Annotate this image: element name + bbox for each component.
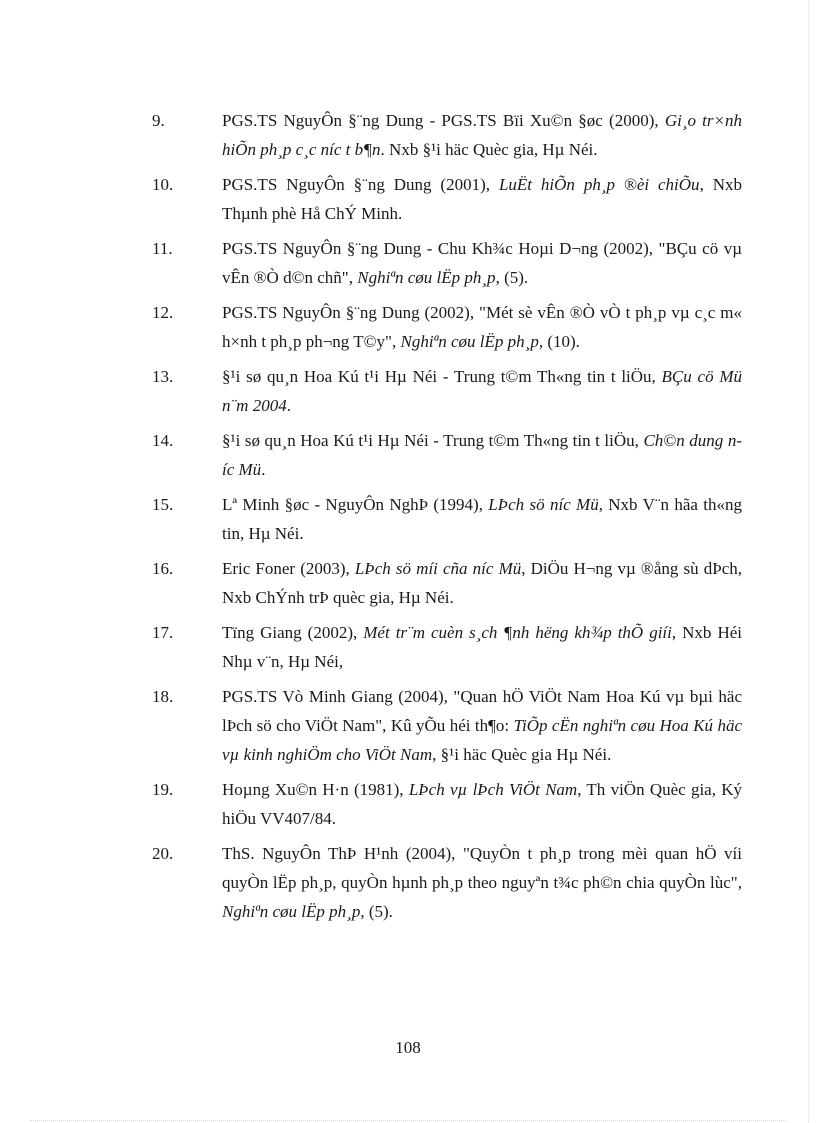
reference-item <box>152 839 742 926</box>
reference-number: 19. <box>152 780 174 799</box>
reference-publisher: , Nxb V¨n hãa th«ng tin, Hµ Néi. <box>222 495 742 543</box>
reference-number: 18. <box>152 687 174 706</box>
reference-authors: PGS.TS NguyÔn §¨ng Dung - Chu Kh¾c Hoµi D¬ng (2002), "BÇu cö vµ vÊn ®Ò d©n chñ", <box>222 239 742 287</box>
reference-item <box>152 170 742 228</box>
reference-authors: PGS.TS NguyÔn §¨ng Dung - PGS.TS Bïi Xu©n §øc (2000), <box>222 111 665 130</box>
reference-title: Gi¸o tr×nh hiÕn ph¸p c¸c níc t b¶n <box>222 111 742 159</box>
reference-authors: PGS.TS NguyÔn §¨ng Dung (2001), <box>222 175 499 194</box>
reference-authors: §¹i sø qu¸n Hoa Kú t¹i Hµ Néi - Trung t©m Th«ng tin t liÖu, <box>222 431 644 450</box>
reference-item <box>152 775 742 833</box>
reference-authors: Eric Foner (2003), <box>222 559 355 578</box>
reference-publisher: , (5). <box>360 902 393 921</box>
reference-item <box>152 234 742 292</box>
reference-publisher: , Th viÖn Quèc gia, Ký hiÖu VV407/84. <box>222 780 743 828</box>
reference-title: Nghiªn cøu lËp ph¸p <box>222 902 361 921</box>
reference-number: 14. <box>152 431 174 450</box>
reference-title: LuËt hiÕn ph¸p ®èi chiÕu <box>498 175 700 194</box>
reference-publisher: , §¹i häc Quèc gia Hµ Néi. <box>432 745 612 764</box>
reference-title: LÞch vµ lÞch ViÖt Nam <box>408 780 578 799</box>
reference-title: Nghiªn cøu lËp ph¸p <box>357 268 496 287</box>
reference-publisher: . Nxb §¹i häc Quèc gia, Hµ Néi. <box>380 140 598 159</box>
reference-title: LÞch sö níc Mü <box>488 495 599 514</box>
reference-number: 15. <box>152 495 174 514</box>
reference-authors: Tïng Giang (2002), <box>222 623 364 642</box>
reference-number: 13. <box>152 367 174 386</box>
reference-authors: ThS. NguyÔn ThÞ H¹nh (2004), "QuyÒn t ph¸p trong mèi quan hÖ víi quyÒn lËp ph¸p, quyÒn hµnh ph¸p theo nguyªn t¾c ph©n chia quyÒn lùc", <box>222 844 742 892</box>
reference-authors: PGS.TS Vò Minh Giang (2004), "Quan hÖ ViÖt Nam Hoa Kú vµ bµi häc lÞch sö cho ViÖt Nam", Kû yÕu héi th¶o: <box>222 687 742 735</box>
reference-number: 20. <box>152 844 174 863</box>
reference-title: LÞch sö míi cña níc Mü <box>354 559 522 578</box>
reference-publisher: , Nxb Héi Nhµ v¨n, Hµ Néi, <box>222 623 742 671</box>
reference-number: 16. <box>152 559 174 578</box>
page-bottom-divider <box>30 1120 786 1121</box>
reference-authors: §¹i sø qu¸n Hoa Kú t¹i Hµ Néi - Trung t©m Th«ng tin t liÖu, <box>222 367 662 386</box>
reference-publisher: , (10). <box>538 332 580 351</box>
reference-item <box>152 106 742 164</box>
reference-authors: PGS.TS NguyÔn §¨ng Dung (2002), "Mét sè vÊn ®Ò vÒ t ph¸p vµ c¸c m« h×nh t ph¸p ph¬ng T©y", <box>222 303 742 351</box>
reference-title: Mét tr¨m cuèn s¸ch ¶nh hëng kh¾p thÕ giíi <box>363 623 672 642</box>
page-number: 108 <box>395 1038 421 1057</box>
page-right-divider <box>808 0 809 1123</box>
reference-publisher: , DiÖu H¬ng vµ ®ång sù dÞch, Nxb ChÝnh trÞ quèc gia, Hµ Néi. <box>222 559 742 607</box>
reference-title: BÇu cö Mü n¨m 2004 <box>222 367 742 415</box>
reference-item <box>152 618 742 676</box>
reference-title: Ch©n dung níc Mü <box>222 431 742 479</box>
reference-item <box>152 682 742 769</box>
reference-item <box>152 298 742 356</box>
reference-number: 12. <box>152 303 174 322</box>
reference-title: TiÕp cËn nghiªn cøu Hoa Kú häc vµ kinh nghiÖm cho ViÖt Nam <box>222 716 742 764</box>
reference-number: 11. <box>152 239 173 258</box>
reference-number: 17. <box>152 623 174 642</box>
reference-title: Nghiªn cøu lËp ph¸p <box>400 332 539 351</box>
reference-publisher: . <box>286 396 291 415</box>
reference-number: 9. <box>152 111 165 130</box>
reference-number: 10. <box>152 175 174 194</box>
reference-item <box>152 426 742 484</box>
reference-publisher: . <box>261 460 266 479</box>
reference-publisher: , Nxb Thµnh phè Hå ChÝ Minh. <box>222 175 743 223</box>
reference-list <box>152 106 742 932</box>
reference-item <box>152 554 742 612</box>
reference-authors: Hoµng Xu©n H·n (1981), <box>222 780 409 799</box>
reference-publisher: , (5). <box>495 268 529 287</box>
reference-item <box>152 362 742 420</box>
reference-item <box>152 490 742 548</box>
reference-authors: Lª Minh §øc - NguyÔn NghÞ (1994), <box>222 495 489 514</box>
